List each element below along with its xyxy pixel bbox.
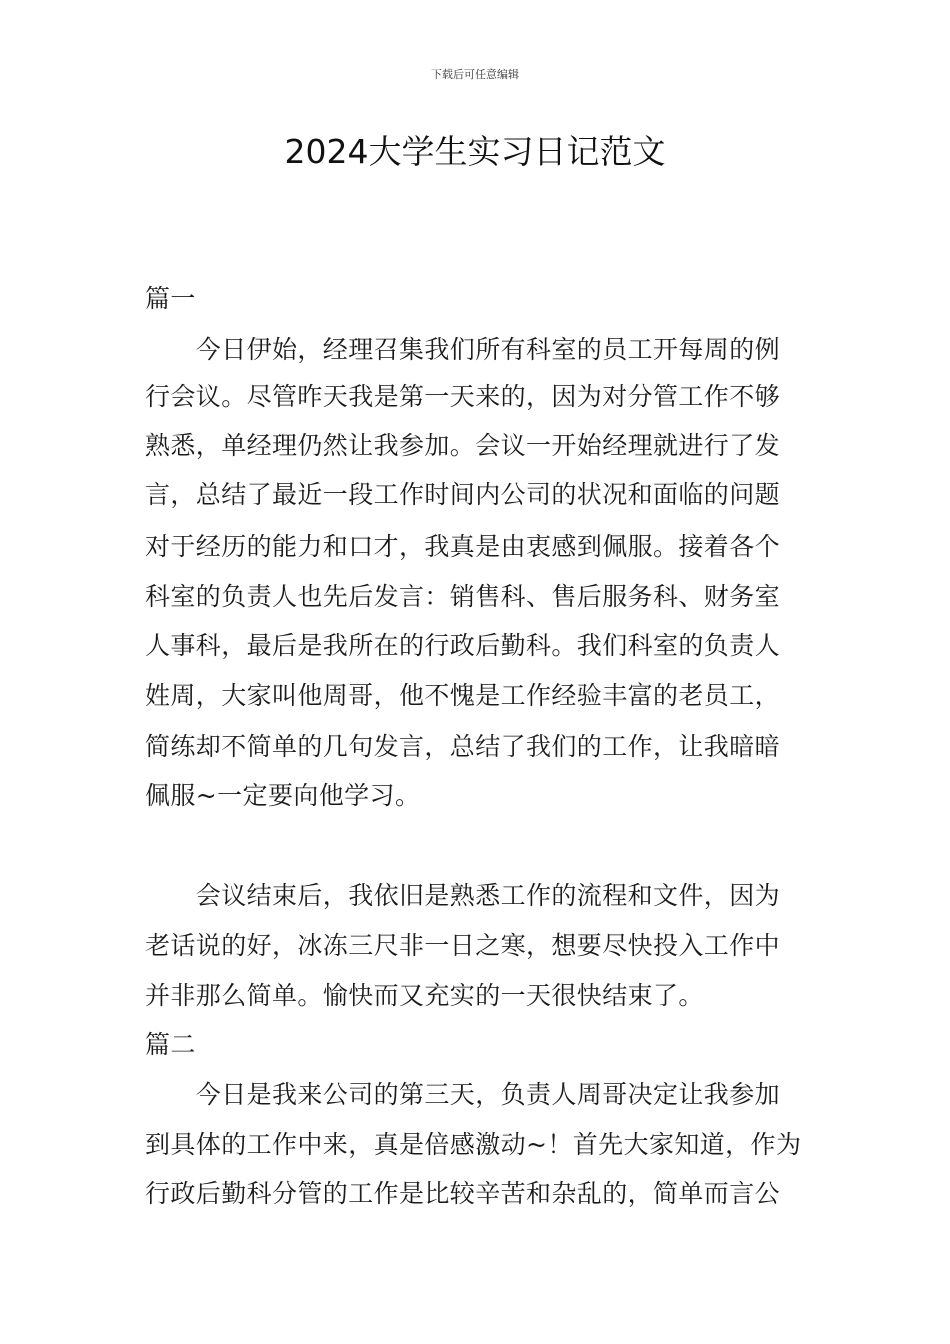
paragraph-line: 言，总结了最近一段工作时间内公司的状况和面临的问题 (145, 480, 781, 509)
paragraph-line: 对于经历的能力和口才，我真是由衷感到佩服。接着各个 (145, 532, 781, 561)
paragraph-line: 会议结束后，我依旧是熟悉工作的流程和文件，因为 (145, 881, 781, 910)
paragraph-line: 熟悉，单经理仍然让我参加。会议一开始经理就进行了发 (145, 431, 781, 460)
paragraph-line: 今日是我来公司的第三天，负责人周哥决定让我参加 (145, 1080, 781, 1109)
paragraph-line: 老话说的好，冰冻三尺非一日之寒，想要尽快投入工作中 (145, 931, 781, 960)
paragraph-line: 到具体的工作中来，真是倍感激动~！首先大家知道，作为 (145, 1130, 802, 1159)
document-title: 2024大学生实习日记范文 (284, 132, 666, 171)
paragraph-line: 姓周，大家叫他周哥，他不愧是工作经验丰富的老员工， (145, 681, 781, 710)
paragraph-line: 简练却不简单的几句发言，总结了我们的工作，让我暗暗 (145, 732, 781, 761)
header-note: 下载后可任意编辑 (431, 68, 519, 81)
paragraph-line: 今日伊始，经理召集我们所有科室的员工开每周的例 (145, 335, 781, 364)
section-heading-2: 篇二 (145, 1030, 196, 1059)
paragraph-line: 行政后勤科分管的工作是比较辛苦和杂乱的，简单而言公 (145, 1179, 781, 1208)
paragraph-line: 科室的负责人也先后发言：销售科、售后服务科、财务室 (145, 582, 781, 611)
paragraph-line: 并非那么简单。愉快而又充实的一天很快结束了。 (145, 981, 704, 1010)
paragraph-line: 人事科，最后是我所在的行政后勤科。我们科室的负责人 (145, 631, 781, 660)
paragraph-line: 佩服~一定要向他学习。 (145, 781, 421, 810)
paragraph-line: 行会议。尽管昨天我是第一天来的，因为对分管工作不够 (145, 382, 781, 411)
section-heading-1: 篇一 (145, 284, 196, 313)
